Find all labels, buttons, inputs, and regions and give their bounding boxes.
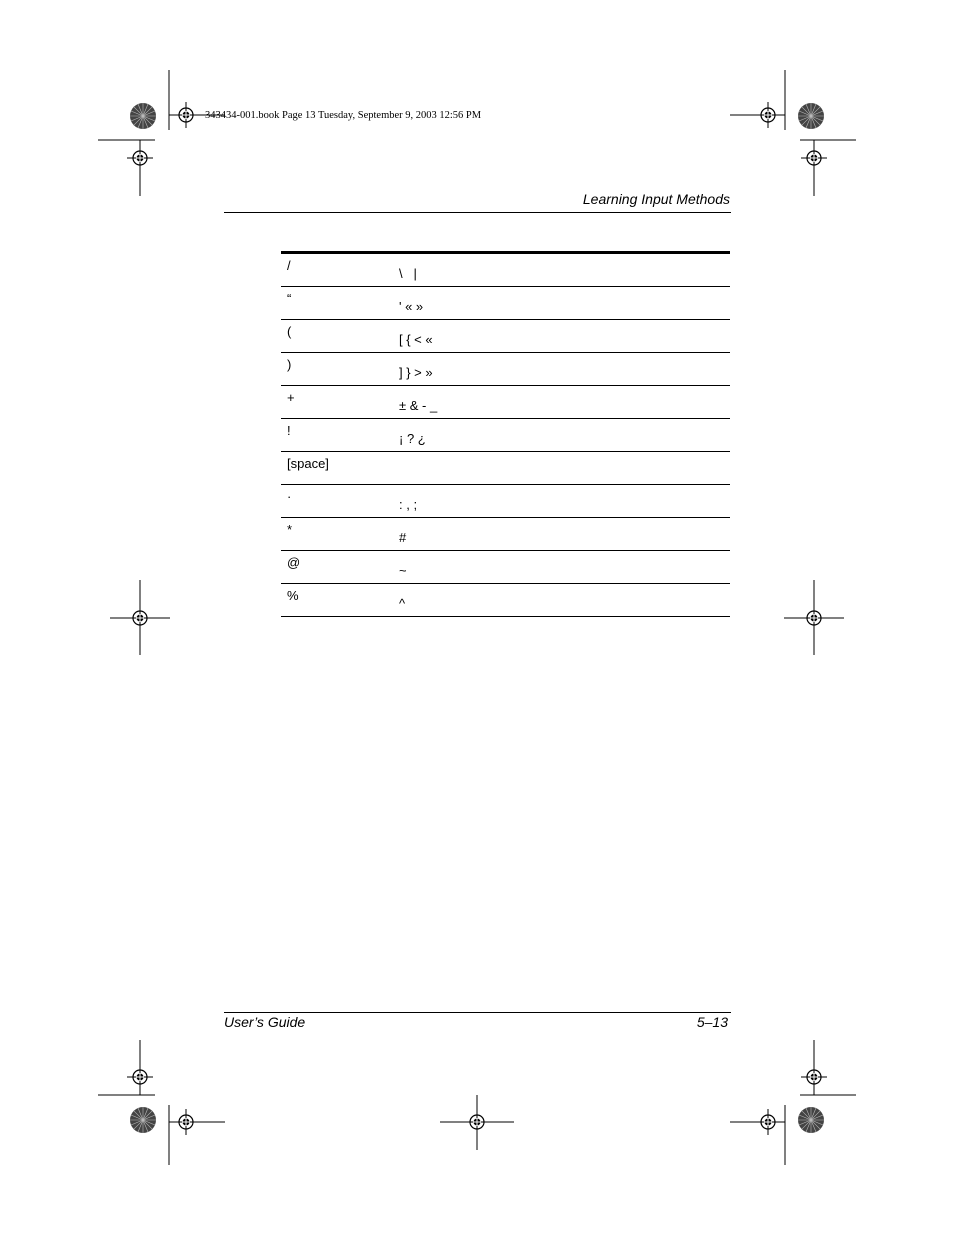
- footer-rule: [224, 1012, 731, 1013]
- table-row: [281, 320, 730, 353]
- symbol-key: ·: [287, 489, 292, 504]
- symbol-alternates: ' « »: [399, 299, 424, 314]
- print-slug: 343434-001.book Page 13 Tuesday, September 9, 2003 12:56 PM: [205, 110, 482, 121]
- symbol-alternates: ^: [399, 596, 406, 611]
- symbol-alternates: ¡ ? ¿: [399, 431, 426, 446]
- symbol-key: +: [287, 390, 295, 405]
- symbol-alternates: : , ;: [399, 497, 418, 512]
- symbol-key: ): [287, 357, 292, 372]
- table-row: [281, 419, 730, 452]
- running-header: Learning Input Methods: [582, 191, 730, 207]
- symbol-alternates-table: [281, 251, 730, 617]
- symbol-alternates: [ { < «: [399, 332, 433, 347]
- page-number: 5–13: [696, 1014, 728, 1030]
- symbol-alternates: ± & - _: [399, 398, 438, 413]
- table-row: [281, 584, 730, 617]
- table-row: [281, 287, 730, 320]
- table-row: [281, 254, 730, 287]
- symbol-key: *: [287, 522, 293, 537]
- symbol-key: [space]: [287, 456, 329, 471]
- table-row: [281, 485, 730, 518]
- symbol-alternates: ~: [399, 563, 407, 578]
- symbol-key: @: [287, 555, 301, 570]
- footer-guide-title: User’s Guide: [224, 1014, 306, 1030]
- header-rule: [224, 212, 731, 213]
- symbol-key: /: [287, 258, 291, 273]
- symbol-alternates: #: [399, 530, 407, 545]
- symbol-key: “: [287, 291, 292, 306]
- table-row: [281, 452, 730, 485]
- symbol-key: !: [287, 423, 291, 438]
- symbol-key: (: [287, 324, 292, 339]
- table-row: [281, 551, 730, 584]
- symbol-key: %: [287, 588, 299, 603]
- table-row: [281, 353, 730, 386]
- symbol-alternates: \ |: [399, 266, 417, 281]
- table-row: [281, 386, 730, 419]
- symbol-alternates: ] } > »: [399, 365, 433, 380]
- table-row: [281, 518, 730, 551]
